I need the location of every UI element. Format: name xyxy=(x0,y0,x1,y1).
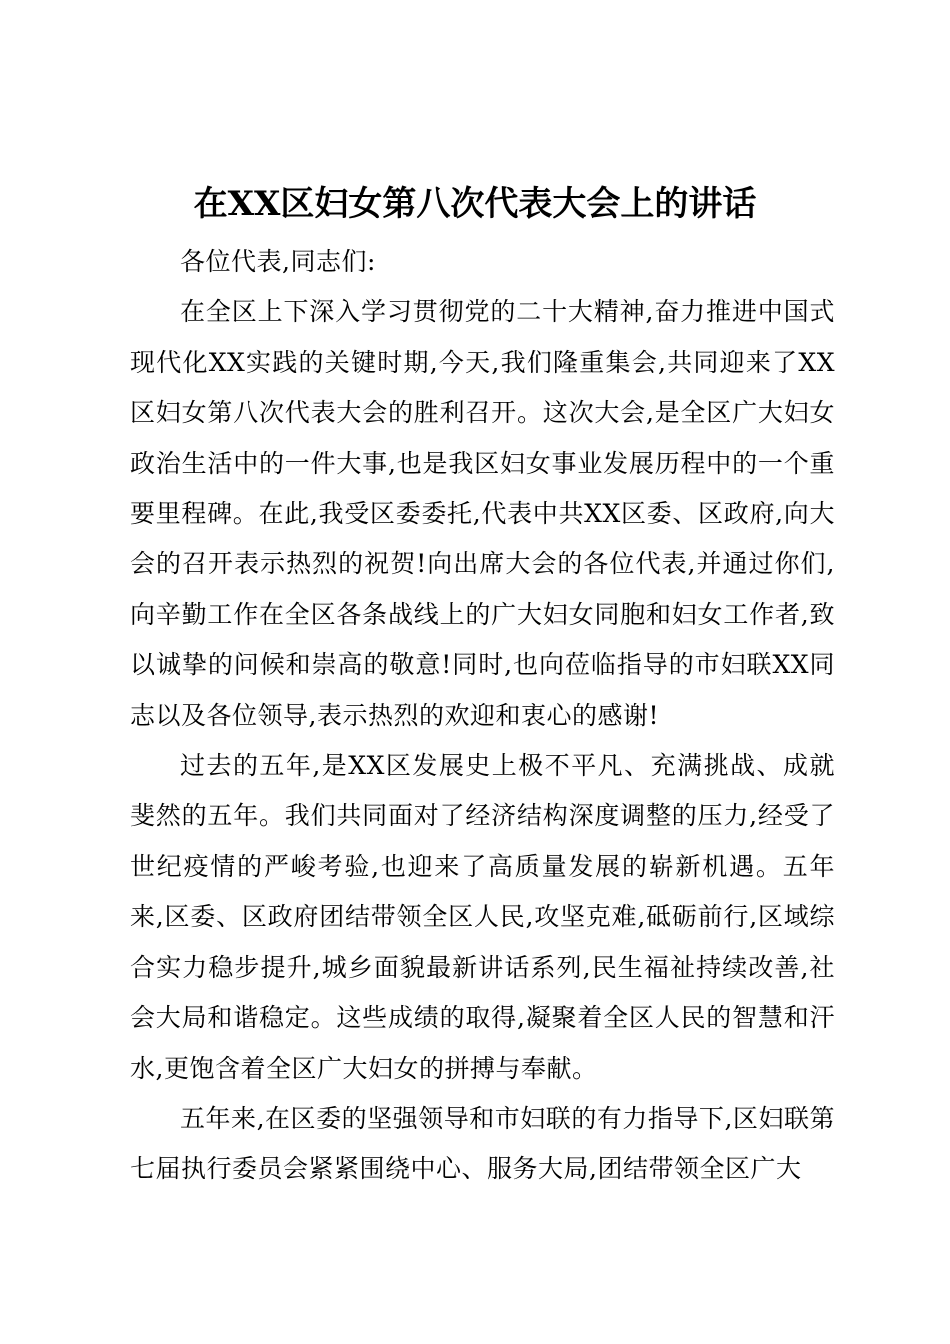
salutation: 各位代表,同志们: xyxy=(180,247,376,276)
paragraph-1: 在全区上下深入学习贯彻党的二十大精神,奋力推进中国式现代化XX实践的关键时期,今天,我们隆重集会,共同迎来了XX区妇女第八次代表大会的胜利召开。这次大会,是全区广大妇女政治生活中的一件大事,也是我区妇女事业发展历程中的一个重要里程碑。在此,我受区委委托,代表中共XX区委、区政府,向大会的召开表示热烈的祝贺!向出席大会的各位代表,并通过你们,向辛勤工作在全区各条战线上的广大妇女同胞和妇女工作者,致以诚挚的问候和崇高的敬意!同时,也向莅临指导的市妇联XX同志以及各位领导,表示热烈的欢迎和衷心的感谢! xyxy=(130,297,835,730)
paragraph-3: 五年来,在区委的坚强领导和市妇联的有力指导下,区妇联第七届执行委员会紧紧围绕中心、服务大局,团结带领全区广大 xyxy=(130,1103,835,1184)
document-title: 在XX区妇女第八次代表大会上的讲话 xyxy=(193,184,757,224)
paragraph-2: 过去的五年,是XX区发展史上极不平凡、充满挑战、成就斐然的五年。我们共同面对了经济结构深度调整的压力,经受了世纪疫情的严峻考验,也迎来了高质量发展的崭新机遇。五年来,区委、区政府团结带领全区人民,攻坚克难,砥砺前行,区域综合实力稳步提升,城乡面貌最新讲话系列,民生福祉持续改善,社会大局和谐稳定。这些成绩的取得,凝聚着全区人民的智慧和汗水,更饱含着全区广大妇女的拼搏与奉献。 xyxy=(130,751,835,1083)
document-body xyxy=(130,237,835,1195)
